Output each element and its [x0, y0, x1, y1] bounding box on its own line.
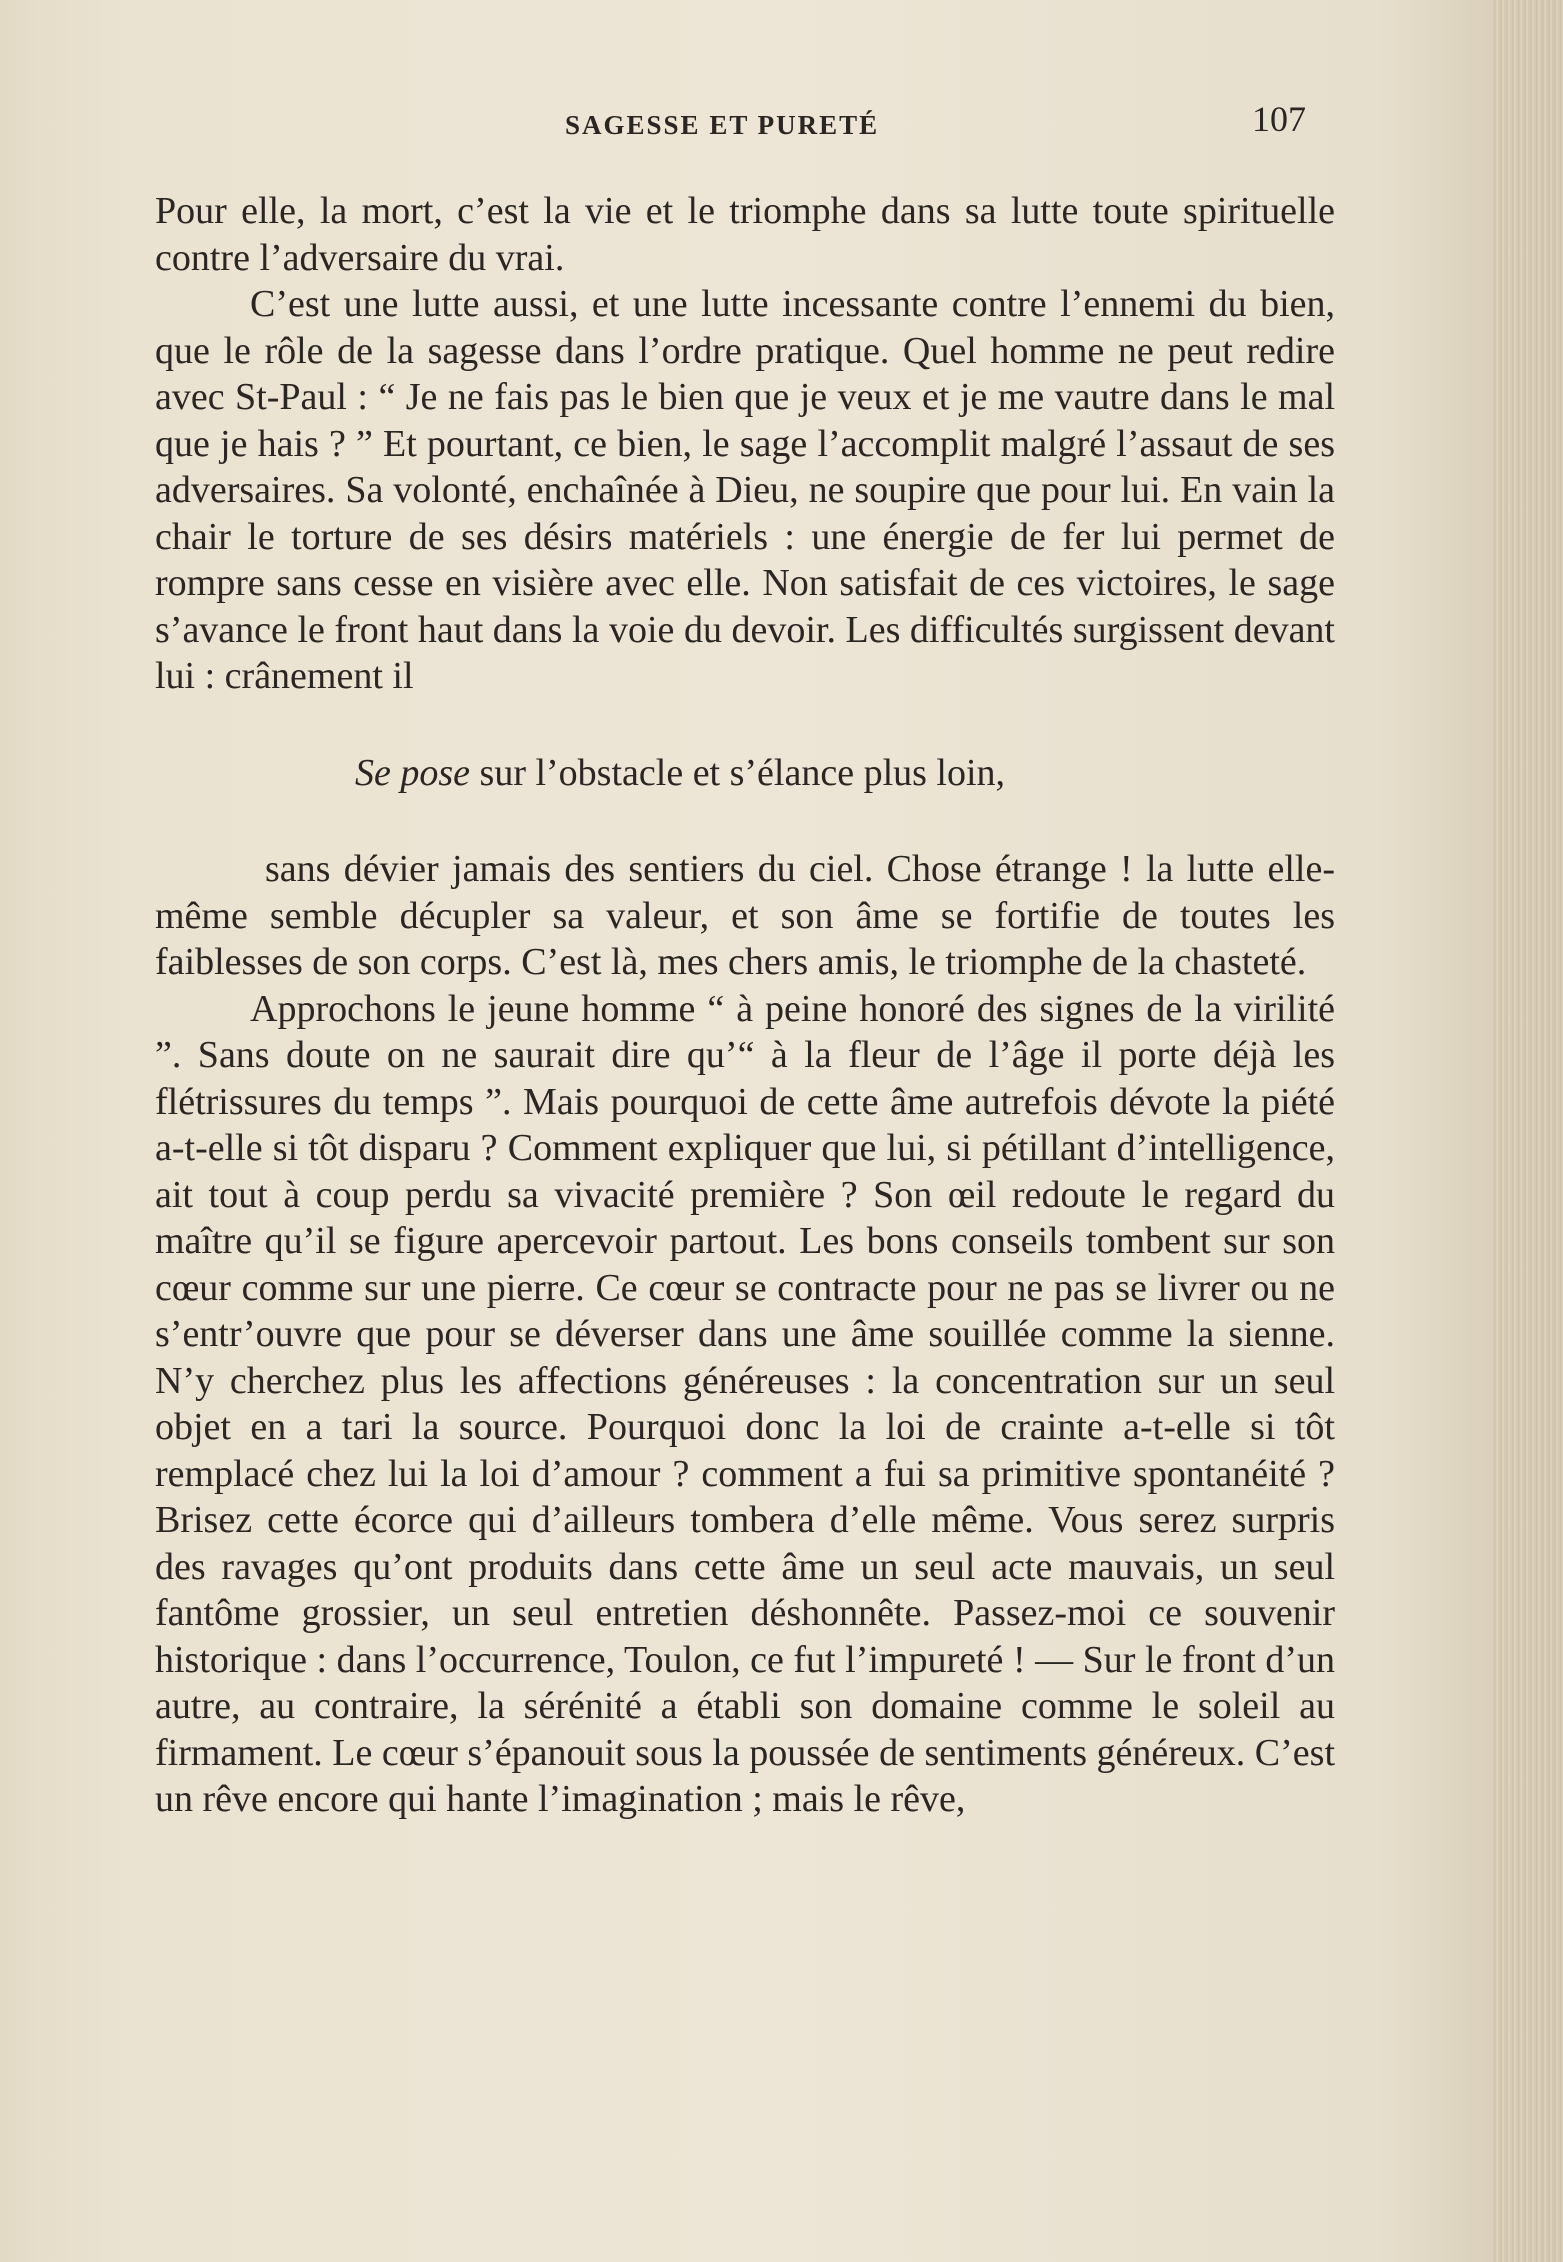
verse-line — [155, 750, 1335, 797]
verse-rest: sur l’obstacle et s’élance plus loin, — [470, 751, 1006, 794]
paragraph-1: Pour elle, la mort, c’est la vie et le triomphe dans sa lutte toute spirituelle contre l’adversaire du vrai. — [155, 190, 1335, 279]
verse-italic: Se pose — [355, 751, 471, 794]
page-number: 107 — [1252, 99, 1306, 139]
paragraph-3: sans dévier jamais des sentiers du ciel. Chose étrange ! la lutte elle-même semble décupler sa valeur, et son âme se fortifie de toutes les faiblesses de son corps. C’est là, mes chers amis, le triomphe de la chasteté. — [155, 848, 1335, 983]
paragraph-2: C’est une lutte aussi, et une lutte incessante contre l’ennemi du bien, que le rôle de la sagesse dans l’ordre pratique. Quel homme ne peut redire avec St-Paul : “ Je ne fais pas le bien que je veux et je me vautre dans le mal que je hais ? ” Et pourtant, ce bien, le sage l’accomplit malgré l’assaut de ses adversaires. Sa volonté, enchaînée à Dieu, ne soupire que pour lui. En vain la chair le torture de ses désirs matériels : une énergie de fer lui permet de rompre sans cesse en visière avec elle. Non satisfait de ces victoires, le sage s’avance le front haut dans la voie du devoir. Les difficultés surgissent devant lui : crânement il — [155, 283, 1335, 697]
body-text — [155, 188, 1335, 1823]
running-title: SAGESSE ET PURETÉ — [565, 110, 880, 140]
paragraph-4: Approchons le jeune homme “ à peine honoré des signes de la virilité ”. Sans doute on ne saurait dire qu’“ à la fleur de l’âge il porte déjà les flétrissures du temps ”. Mais pourquoi de cette âme autrefois dévote la piété a-t-elle si tôt disparu ? Comment expliquer que lui, si pétillant d’intelligence, ait tout à coup perdu sa vivacité première ? Son œil redoute le regard du maître qu’il se figure apercevoir partout. Les bons conseils tombent sur son cœur comme sur une pierre. Ce cœur se contracte pour ne pas se livrer ou ne s’entr’ouvre que pour se déverser dans une âme souillée comme la sienne. N’y cherchez plus les affections généreuses : la concentration sur un seul objet en a tari la source. Pourquoi donc la loi de crainte a-t-elle si tôt remplacé chez lui la loi d’amour ? comment a fui sa primitive spontanéité ? Brisez cette écorce qui d’ailleurs tombera d’elle même. Vous serez surpris des ravages qu’ont produits dans cette âme un seul acte mauvais, un seul fantôme grossier, un seul entretien déshonnête. Passez-moi ce souvenir historique : dans l’occurrence, Toulon, ce fut l’impureté ! — Sur le front d’un autre, au contraire, la sérénité a établi son domaine comme le soleil au firmament. Le cœur s’épanouit sous la poussée de sentiments généreux. C’est un rêve encore qui hante l’imagination ; mais le rêve, — [155, 987, 1335, 1820]
page-edge-shadow — [1493, 0, 1563, 2262]
